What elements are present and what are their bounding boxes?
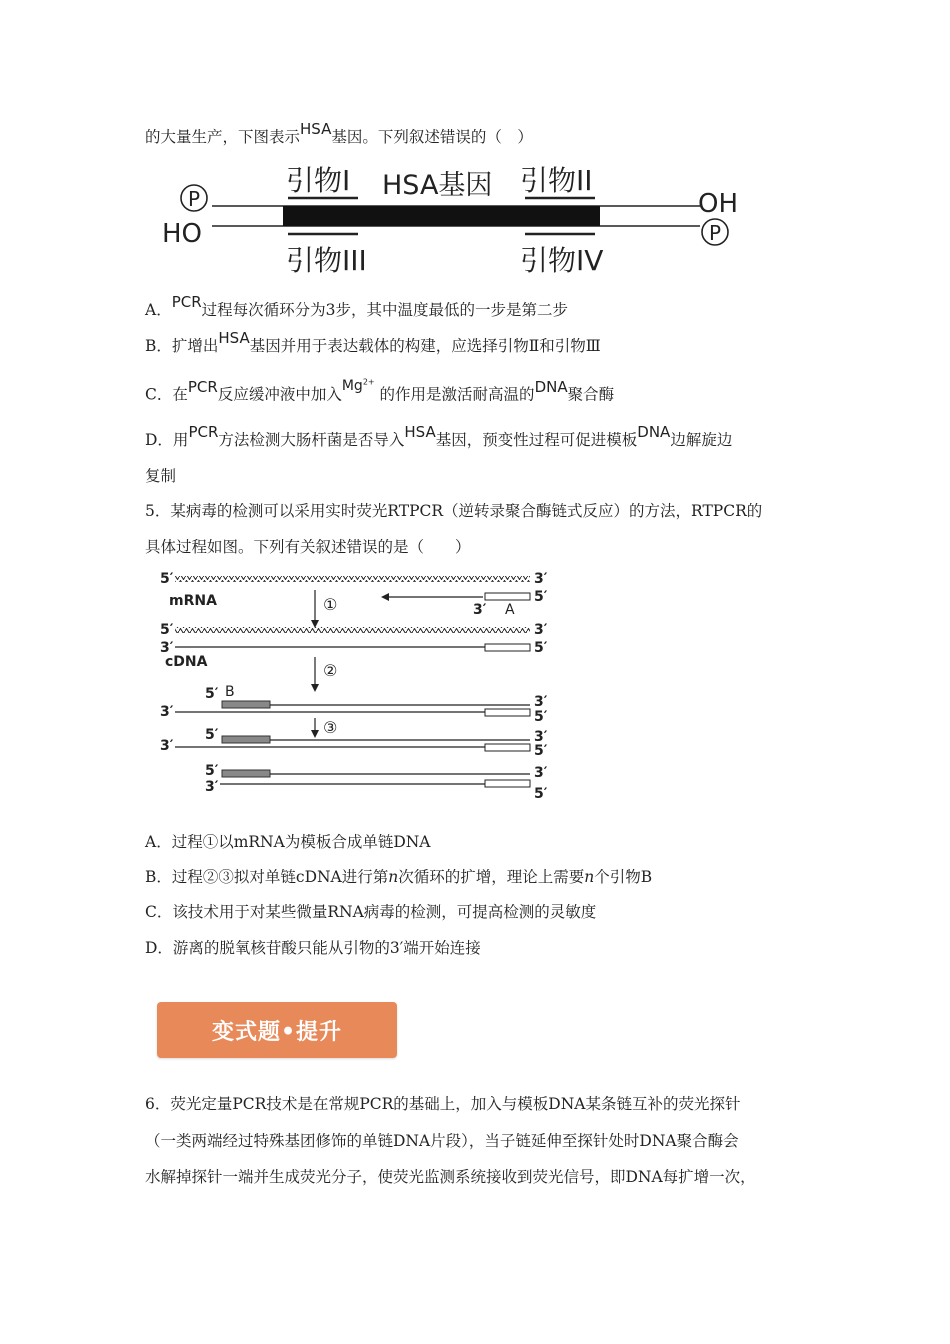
- primer-a-box: [485, 593, 530, 600]
- q4-intro-gene: HSA: [300, 120, 332, 138]
- row1-3prime: 3′: [534, 571, 548, 587]
- q4-option-c: [145, 377, 615, 406]
- row1b-5prime: 5′: [534, 589, 548, 605]
- primer-b-label: B: [225, 684, 235, 700]
- q4-option-d-line2: 复制: [145, 467, 177, 485]
- row4b-5prime: 5′: [534, 743, 548, 759]
- q6-stem-line2: （一类两端经过特殊基团修饰的单链DNA片段），当子链延伸至探针处时DNA聚合酶会: [145, 1132, 739, 1150]
- step3-label: ③: [323, 718, 338, 737]
- q5-option-a: A．过程①以mRNA为模板合成单链DNA: [145, 833, 431, 851]
- q4-option-a-text: 过程每次循环分为3步，其中温度最低的一步是第二步: [201, 301, 569, 319]
- q6-stem-line3: 水解掉探针一端并生成荧光分子，使荧光监测系统接收到荧光信号，即DNA每扩增一次，: [145, 1168, 756, 1186]
- banner-text: 变式题•提升: [211, 1018, 343, 1045]
- q4-option-a: [145, 293, 569, 320]
- row5-5prime: 5′: [205, 763, 219, 779]
- q4-intro: [145, 120, 533, 147]
- oh-right-label: OH: [698, 189, 739, 219]
- row4b-3prime: 3′: [160, 738, 174, 754]
- q4-option-a-pcr: PCR: [171, 293, 202, 311]
- primer3-label: 引物III: [286, 244, 367, 277]
- q5-option-b-mid: 次循环的扩增，理论上需要: [398, 868, 585, 886]
- q4-option-d-hsa: HSA: [404, 423, 436, 441]
- q4-option-d-text1: 方法检测大肠杆菌是否导入: [218, 431, 405, 449]
- row3b-5prime: 5′: [534, 709, 548, 725]
- q5-stem-line2: 具体过程如图。下列有关叙述错误的是（ ）: [145, 538, 471, 556]
- q4-option-b-hsa: HSA: [218, 329, 250, 347]
- q4-option-d-pcr: PCR: [188, 423, 219, 441]
- primer4-label: 引物IV: [520, 244, 604, 277]
- row2b-3prime: 3′: [160, 640, 174, 656]
- arrow-step1-head: [311, 620, 319, 628]
- primer-a-box-5: [485, 780, 530, 787]
- mrna-strand-2: [175, 627, 530, 633]
- q4-option-c-text1: 反应缓冲液中加入: [217, 385, 342, 404]
- q4-option-c-text3: 聚合酶: [567, 385, 615, 404]
- q4-option-d-text2: 基因，预变性过程可促进模板: [435, 431, 638, 449]
- row2-5prime: 5′: [160, 622, 174, 638]
- q5-option-b: [145, 867, 652, 887]
- row5b-5prime: 5′: [534, 786, 548, 802]
- row5b-3prime: 3′: [205, 779, 219, 795]
- arrow-step3-head: [311, 730, 319, 738]
- ho-left-label: HO: [162, 219, 203, 249]
- q5-option-b-prefix: B．过程②③拟对单链cDNA进行第: [145, 868, 389, 886]
- arrow-primer-a-head: [381, 593, 389, 601]
- primer2-label: 引物II: [520, 164, 593, 197]
- rtpcr-figure: [155, 568, 555, 808]
- phosphate-left-label: P: [187, 187, 201, 211]
- q4-option-b: [145, 329, 601, 356]
- q4-option-d-prefix: D．用: [145, 431, 189, 449]
- mg-charge: 2+: [362, 377, 375, 386]
- primer-b-box: [222, 701, 270, 708]
- q4-option-d-dna: DNA: [637, 423, 671, 441]
- arrow-step2-head: [311, 684, 319, 692]
- hsa-gene-label: HSA基因: [382, 170, 493, 201]
- primer-a-3prime: 3′: [473, 602, 487, 618]
- q4-option-b-text: 基因并用于表达载体的构建，应选择引物Ⅱ和引物Ⅲ: [249, 337, 601, 355]
- primer-b-box-3: [222, 770, 270, 777]
- q4-option-c-mg: [342, 378, 375, 394]
- q4-option-d: [145, 423, 733, 450]
- q4-option-d-text3: 边解旋边: [670, 431, 733, 449]
- mrna-label: mRNA: [169, 593, 217, 609]
- q5-option-c: C．该技术用于对某些微量RNA病毒的检测，可提高检测的灵敏度: [145, 903, 597, 921]
- mrna-strand-1: [175, 576, 530, 582]
- hsa-gene-figure: [160, 160, 760, 280]
- variant-question-banner: [157, 1002, 397, 1058]
- q5-option-b-n1: n: [388, 868, 399, 886]
- primer1-label: 引物I: [286, 164, 351, 197]
- hsa-gene-block: [283, 206, 600, 226]
- row1-5prime: 5′: [160, 571, 174, 587]
- primer-a-box-4: [485, 744, 530, 751]
- q4-option-c-dna: DNA: [534, 377, 568, 396]
- primer-a-label: A: [505, 602, 515, 618]
- row4-5prime: 5′: [205, 727, 219, 743]
- q5-option-d: D．游离的脱氧核苷酸只能从引物的3′端开始连接: [145, 939, 481, 957]
- q5-stem-line1: 5．某病毒的检测可以采用实时荧光RTPCR（逆转录聚合酶链式反应）的方法，RTPCR的: [145, 502, 763, 520]
- q4-option-c-pcr: PCR: [187, 377, 218, 396]
- step1-label: ①: [323, 595, 338, 614]
- q4-option-c-prefix: C．在: [145, 385, 188, 404]
- cdna-label: cDNA: [165, 654, 208, 670]
- row5-3prime: 3′: [534, 765, 548, 781]
- row2-3prime: 3′: [534, 622, 548, 638]
- row3-5prime: 5′: [205, 686, 219, 702]
- mg-symbol: Mg: [341, 377, 363, 394]
- q4-option-b-prefix: B．扩增出: [145, 337, 219, 355]
- primer-a-box-3: [485, 709, 530, 716]
- q5-option-b-n2: n: [584, 868, 595, 886]
- row4-3prime: 3′: [534, 729, 548, 745]
- primer-b-box-2: [222, 736, 270, 743]
- q4-option-a-prefix: A．: [145, 301, 172, 319]
- q4-intro-text-end: 基因。下列叙述错误的（ ）: [331, 128, 533, 146]
- q5-option-b-post: 个引物B: [594, 868, 653, 886]
- row3b-3prime: 3′: [160, 704, 174, 720]
- q6-stem-line1: 6．荧光定量PCR技术是在常规PCR的基础上，加入与模板DNA某条链互补的荧光探针: [145, 1095, 741, 1113]
- q4-intro-text: 的大量生产，下图表示: [145, 128, 301, 146]
- step2-label: ②: [323, 661, 338, 680]
- row2b-5prime: 5′: [534, 640, 548, 656]
- row3-3prime: 3′: [534, 694, 548, 710]
- q4-option-c-text2: 的作用是激活耐高温的: [379, 385, 535, 404]
- phosphate-right-label: P: [708, 221, 722, 245]
- primer-a-box-2: [485, 644, 530, 651]
